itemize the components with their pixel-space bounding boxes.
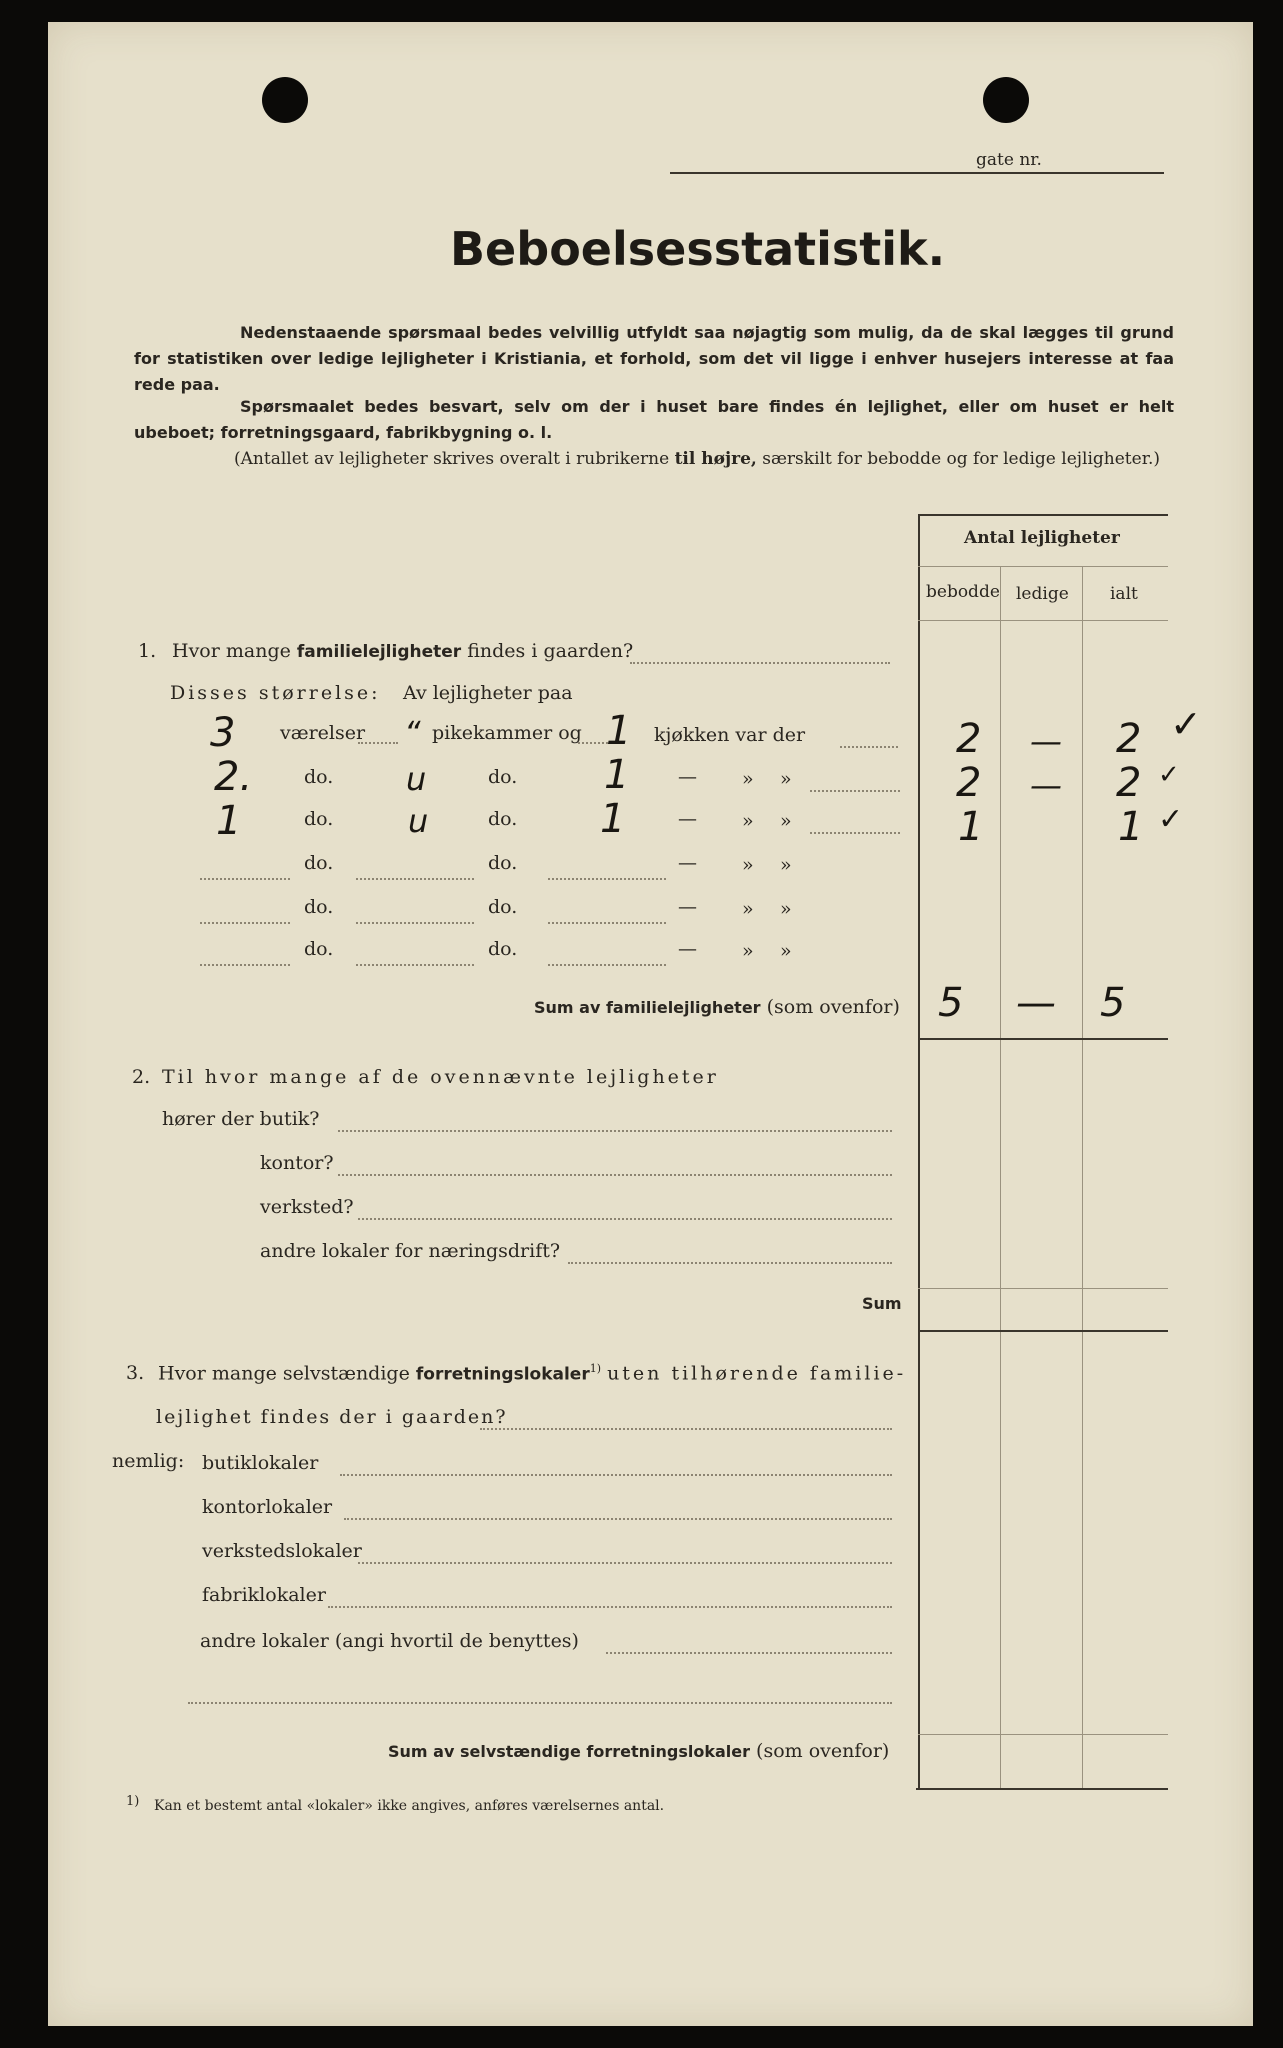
row2-ialt: 2: [1116, 760, 1142, 806]
intro-paragraph-2: Spørsmaalet bedes besvart, selv om der i huset bare findes én lejlighet, eller om huset er helt ubeboet; forretningsgaard, fabrikbygning o. l.: [134, 397, 1174, 442]
row1-ledige: —: [1030, 722, 1062, 760]
q1-sum-bebodde: 5: [938, 980, 964, 1026]
row3-bebodde: 1: [958, 804, 984, 850]
row6-quote-b: »: [780, 940, 792, 962]
gate-line: [670, 172, 1164, 174]
q2-verksted-dots: [358, 1218, 892, 1220]
row3-quote-b: »: [780, 810, 792, 832]
q1-sum-label: Sum av familielejligheter: [534, 998, 761, 1017]
q2-butik: hører der butik?: [162, 1108, 320, 1130]
row2-rooms: 2.: [214, 754, 253, 800]
q3-text-a: Hvor mange selvstændige: [158, 1362, 410, 1385]
q2-verksted: verksted?: [260, 1196, 354, 1218]
page-title: Beboelsesstatistik.: [450, 222, 946, 276]
row2-dash: —: [678, 766, 697, 788]
q3-sum-note: (som ovenfor): [756, 1740, 890, 1762]
q3-question: [158, 1362, 906, 1384]
q1-sum-rule: [918, 1038, 1168, 1040]
footnote-text: Kan et bestemt antal «lokaler» ikke angives, anføres værelsernes antal.: [154, 1798, 665, 1814]
q1-sum-ialt: 5: [1100, 980, 1126, 1026]
table-header-divider: [918, 566, 1168, 567]
table-header-bottom: [918, 620, 1168, 621]
row1-pike: “: [404, 714, 421, 752]
row3-kitchen: 1: [600, 796, 626, 842]
q3-number: 3.: [126, 1362, 145, 1384]
q3-item-2: kontorlokaler: [202, 1496, 333, 1518]
intro-p3-c: særskilt for bebodde og for ledige lejligheter.): [762, 449, 1160, 469]
q2-question: Til hvor mange af de ovennævnte lejligheter: [162, 1066, 719, 1088]
table-col-divider-2: [1082, 566, 1083, 1790]
q3-nemlig: nemlig:: [112, 1450, 185, 1472]
row4-dots-c: [548, 878, 666, 880]
q1-sum-ledige: —: [1016, 980, 1056, 1026]
row5-do-b: do.: [488, 896, 518, 918]
row2-do: do.: [304, 766, 334, 788]
row5-do: do.: [304, 896, 334, 918]
q1-size-label: Disses størrelse:: [170, 682, 381, 704]
row1-ialt: 2: [1116, 716, 1142, 762]
row3-do: do.: [304, 808, 334, 830]
row5-dots-b: [356, 922, 474, 924]
row5-dash: —: [678, 896, 697, 918]
row3-quote-a: »: [742, 810, 754, 832]
row6-dash: —: [678, 938, 697, 960]
q3-sum-row: [388, 1740, 889, 1762]
row5-quote-a: »: [742, 898, 754, 920]
row3-do-b: do.: [488, 808, 518, 830]
row3-dots: [810, 832, 900, 834]
q3-item-5-dots: [606, 1652, 892, 1654]
form-sheet: [48, 22, 1253, 2026]
col-header-ialt: ialt: [1110, 584, 1138, 604]
intro-paragraph-1: Nedenstaaende spørsmaal bedes velvillig utfyldt saa nøjagtig som mulig, da de skal lægges til grund for statistiken over ledige lejligheter i Kristiania, et forhold, som det vil ligge i enhver husejers interesse at faa rede paa.: [134, 323, 1174, 394]
table-header-title: Antal lejligheter: [964, 528, 1120, 548]
row2-check: ✓: [1158, 760, 1180, 790]
row3-rooms: 1: [216, 798, 242, 844]
row5-dots-a: [200, 922, 290, 924]
row6-quote-a: »: [742, 940, 754, 962]
row6-dots-c: [548, 964, 666, 966]
q3-sum-rule: [916, 1788, 1168, 1790]
row1-dots-b: [578, 742, 608, 744]
punch-hole-right: [983, 77, 1029, 123]
q3-item-5: andre lokaler (angi hvortil de benyttes): [200, 1630, 579, 1652]
row6-dots-b: [356, 964, 474, 966]
punch-hole-left: [262, 77, 308, 123]
q3-item-1: butiklokaler: [202, 1452, 319, 1474]
q1-text-a: Hvor mange: [172, 640, 291, 662]
q3-item-2-dots: [344, 1518, 892, 1520]
row6-do-b: do.: [488, 938, 518, 960]
row3-dash: —: [678, 808, 697, 830]
row2-quote-b: »: [780, 768, 792, 790]
row3-check: ✓: [1158, 802, 1184, 837]
row1-rooms: 3: [210, 710, 236, 756]
q1-dotted-leader: [630, 662, 890, 664]
q3-sum-top-rule: [918, 1734, 1168, 1735]
q3-sum-label: Sum av selvstændige forretningslokaler: [388, 1742, 750, 1761]
q3-dots: [480, 1428, 892, 1430]
q2-sum-rule: [918, 1330, 1168, 1332]
row2-pike: u: [406, 760, 427, 798]
row2-kitchen: 1: [604, 752, 630, 798]
row4-quote-b: »: [780, 854, 792, 876]
q2-kontor-dots: [338, 1174, 892, 1176]
row1-dots-c: [840, 746, 898, 748]
q2-andre-dots: [568, 1262, 892, 1264]
row2-bebodde: 2: [956, 760, 982, 806]
q3-text-d: lejlighet findes der i gaarden?: [156, 1406, 508, 1428]
q3-item-3: verkstedslokaler: [202, 1540, 362, 1562]
row4-do-b: do.: [488, 852, 518, 874]
row5-dots-c: [548, 922, 666, 924]
row6-do: do.: [304, 938, 334, 960]
q1-number: 1.: [138, 640, 157, 662]
q1-sum-note: (som ovenfor): [766, 996, 900, 1018]
q3-sup: 1): [589, 1362, 602, 1375]
q1-text-b: familielejligheter: [296, 642, 462, 662]
q2-andre: andre lokaler for næringsdrift?: [260, 1240, 561, 1262]
row1-check: ✓: [1170, 702, 1202, 746]
row2-dots: [810, 790, 900, 792]
q2-number: 2.: [132, 1066, 151, 1088]
row2-do-b: do.: [488, 766, 518, 788]
intro-p3-b: til højre,: [674, 449, 757, 469]
q3-item-3-dots: [358, 1562, 892, 1564]
row4-dots-b: [356, 878, 474, 880]
q3-item-4: fabriklokaler: [202, 1584, 326, 1606]
gate-label: gate nr.: [976, 150, 1042, 170]
q3-item-4-dots: [328, 1606, 892, 1608]
row4-quote-a: »: [742, 854, 754, 876]
q1-sum-row: [534, 996, 900, 1018]
row1-bebodde: 2: [956, 716, 982, 762]
intro-p3-a: (Antallet av lejligheter skrives overalt i rubrikerne: [234, 449, 670, 469]
row4-dots-a: [200, 878, 290, 880]
row1-vaerelser: værelser: [280, 722, 366, 744]
row4-dash: —: [678, 852, 697, 874]
q1-size-sub: Av lejligheter paa: [403, 682, 573, 704]
col-header-ledige: ledige: [1016, 584, 1069, 604]
row5-quote-b: »: [780, 898, 792, 920]
row2-ledige: —: [1030, 766, 1062, 804]
q3-item-1-dots: [340, 1474, 892, 1476]
col-header-bebodde: bebodde: [926, 582, 1000, 602]
table-col-divider-1: [1000, 566, 1001, 1790]
q3-blank-line: [188, 1702, 892, 1704]
row3-pike: u: [408, 802, 429, 840]
intro-paragraph-3: [134, 446, 1174, 472]
q2-kontor: kontor?: [260, 1152, 334, 1174]
row3-ialt: 1: [1118, 804, 1144, 850]
row6-dots-a: [200, 964, 290, 966]
q3-text-b: forretningslokaler: [415, 1364, 590, 1385]
row1-dots-a: [358, 742, 398, 744]
row1-kjokken: kjøkken var der: [654, 724, 806, 746]
footnote-mark: 1): [126, 1794, 140, 1809]
q1-question: [172, 640, 633, 662]
table-top-rule: [918, 514, 1168, 516]
row1-pikekammer: pikekammer og: [432, 722, 582, 744]
q2-butik-dots: [338, 1130, 892, 1132]
q2-sum-label: Sum: [862, 1294, 902, 1313]
q1-text-c: findes i gaarden?: [467, 640, 634, 662]
row4-do: do.: [304, 852, 334, 874]
q2-sum-top-rule: [918, 1288, 1168, 1289]
row1-kitchen: 1: [606, 708, 632, 754]
row2-quote-a: »: [742, 768, 754, 790]
q3-text-c: uten tilhørende familie-: [607, 1362, 907, 1385]
table-left-rule: [918, 514, 920, 1790]
